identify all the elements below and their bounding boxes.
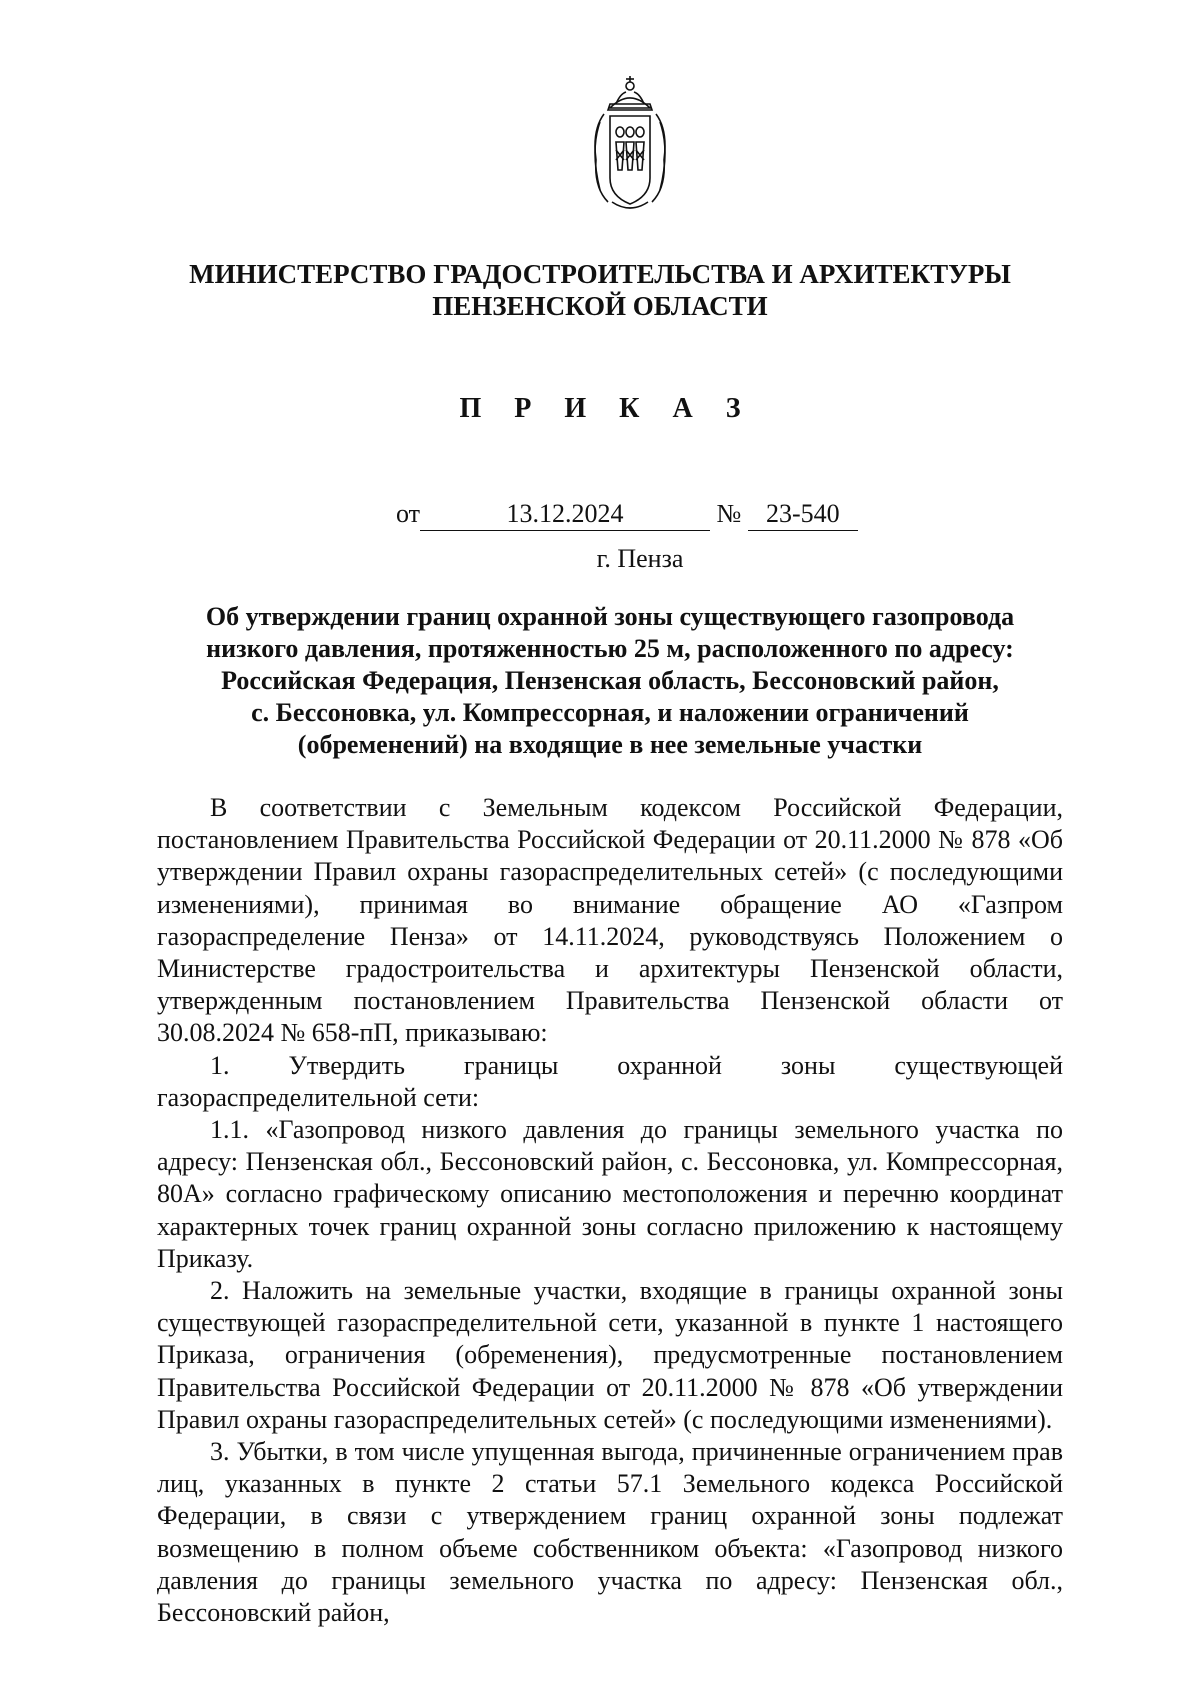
subject-line: Российская Федерация, Пензенская область, Бессоновский район, (221, 666, 999, 695)
order-city: г. Пенза (596, 544, 684, 573)
ministry-line-1: МИНИСТЕРСТВО ГРАДОСТРОИТЕЛЬСТВА И АРХИТЕКТУРЫ (189, 259, 1011, 289)
body-paragraph-item-1: 1. Утвердить границы охранной зоны существующей газораспределительной сети: (157, 1050, 1063, 1112)
coat-of-arms-icon (570, 70, 690, 220)
body-paragraph-item-2: 2. Наложить на земельные участки, входящие в границы охранной зоны существующей газораспределительной сети, указанной в пункте 1 настоящего Приказа, ограничения (обременения), предусмотренные постановлением Правительства Российской Федерации от 20.11.2000 № 878 «Об утверждении Правил охраны газораспределительных сетей» (с последующими изменениями). (157, 1276, 1063, 1434)
order-date-number-line (396, 498, 858, 531)
order-number: 23-540 (748, 498, 858, 531)
subject-line: (обременений) на входящие в нее земельные участки (297, 730, 923, 759)
subject-line: Об утверждении границ охранной зоны существующего газопровода (205, 602, 1015, 631)
order-body (157, 792, 1063, 1629)
body-paragraph-item-3: 3. Убытки, в том числе упущенная выгода, причиненные ограничением прав лиц, указанных в пункте 2 статьи 57.1 Земельного кодекса Российской Федерации, в связи с утверждением границ охранной зоны подлежат возмещению в полном объеме собственником объекта: «Газопровод низкого давления до границы земельного участка по адресу: Пензенская обл., Бессоновский район, (157, 1437, 1063, 1628)
order-subject (150, 601, 1070, 761)
number-sign: № (716, 499, 742, 528)
order-date: 13.12.2024 (420, 498, 710, 531)
body-paragraph-item-1-1: 1.1. «Газопровод низкого давления до границы земельного участка по адресу: Пензенская обл., Бессоновский район, с. Бессоновка, ул. Компрессорная, 80А» согласно графическому описанию местоположения и перечню координат характерных точек границ охранной зоны согласно приложению к настоящему Приказу. (157, 1115, 1063, 1273)
date-prefix: от (396, 499, 421, 528)
subject-line: низкого давления, протяженностью 25 м, расположенного по адресу: (206, 634, 1014, 663)
body-paragraph-preamble: В соответствии с Земельным кодексом Российской Федерации, постановлением Правительства Российской Федерации от 20.11.2000 № 878 «Об утверждении Правил охраны газораспределительных сетей» (с последующими изменениями), принимая во внимание обращение АО «Газпром газораспределение Пенза» от 14.11.2024, руководствуясь Положением о Министерстве градостроительства и архитектуры Пензенской области, утвержденным постановлением Правительства Пензенской области от 30.08.2024 № 658-пП, приказываю: (157, 793, 1063, 1048)
ministry-line-2: ПЕНЗЕНСКОЙ ОБЛАСТИ (432, 291, 768, 321)
document-type-title: П Р И К А З (459, 393, 754, 424)
subject-line: с. Бессоновка, ул. Компрессорная, и наложении ограничений (251, 698, 969, 727)
ministry-name (0, 258, 1200, 322)
